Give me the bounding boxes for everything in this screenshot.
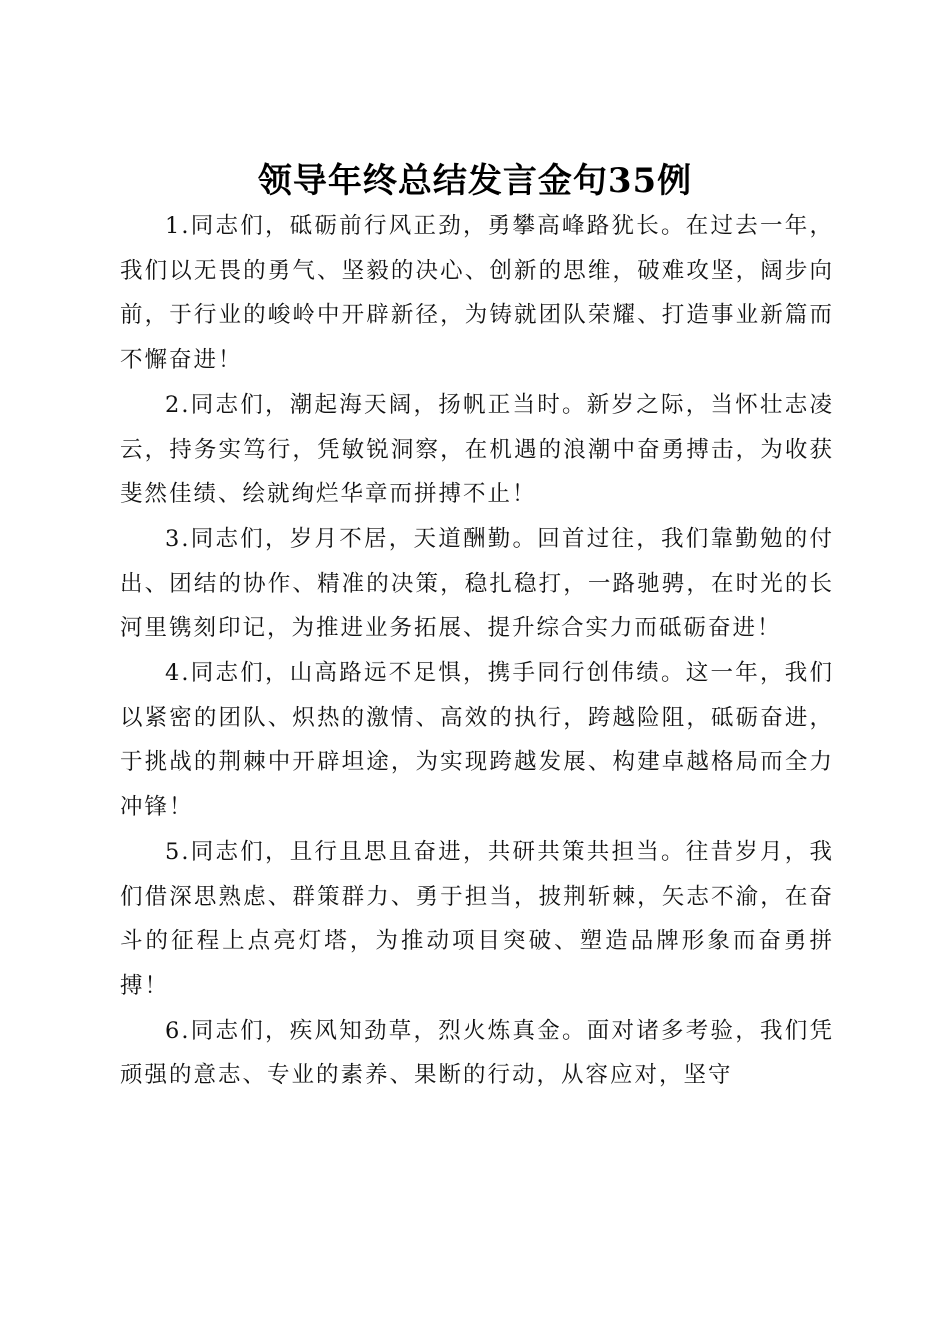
document-body	[120, 204, 834, 1098]
paragraph-4: 4.同志们，山高路远不足惧，携手同行创伟绩。这一年，我们以紧密的团队、炽热的激情、高效的执行，跨越险阻，砥砺奋进，于挑战的荆棘中开辟坦途，为实现跨越发展、构建卓越格局而全力冲锋！	[120, 660, 834, 821]
paragraph-1: 1.同志们，砥砺前行风正劲，勇攀高峰路犹长。在过去一年，我们以无畏的勇气、坚毅的决心、创新的思维，破难攻坚，阔步向前，于行业的峻岭中开辟新径，为铸就团队荣耀、打造事业新篇而不懈奋进！	[120, 213, 834, 374]
paragraph-5: 5.同志们，且行且思且奋进，共研共策共担当。往昔岁月，我们借深思熟虑、群策群力、勇于担当，披荆斩棘，矢志不渝，在奋斗的征程上点亮灯塔，为推动项目突破、塑造品牌形象而奋勇拼搏！	[120, 838, 834, 999]
paragraph-6: 6.同志们，疾风知劲草，烈火炼真金。面对诸多考验，我们凭顽强的意志、专业的素养、果断的行动，从容应对，坚守	[120, 1017, 834, 1089]
document-title: 领导年终总结发言金句35例	[257, 160, 693, 201]
paragraph-3: 3.同志们，岁月不居，天道酬勤。回首过往，我们靠勤勉的付出、团结的协作、精准的决策，稳扎稳打，一路驰骋，在时光的长河里镌刻印记，为推进业务拓展、提升综合实力而砥砺奋进！	[120, 525, 834, 642]
paragraph-2: 2.同志们，潮起海天阔，扬帆正当时。新岁之际，当怀壮志凌云，持务实笃行，凭敏锐洞察，在机遇的浪潮中奋勇搏击，为收获斐然佳绩、绘就绚烂华章而拼搏不止！	[120, 391, 834, 508]
